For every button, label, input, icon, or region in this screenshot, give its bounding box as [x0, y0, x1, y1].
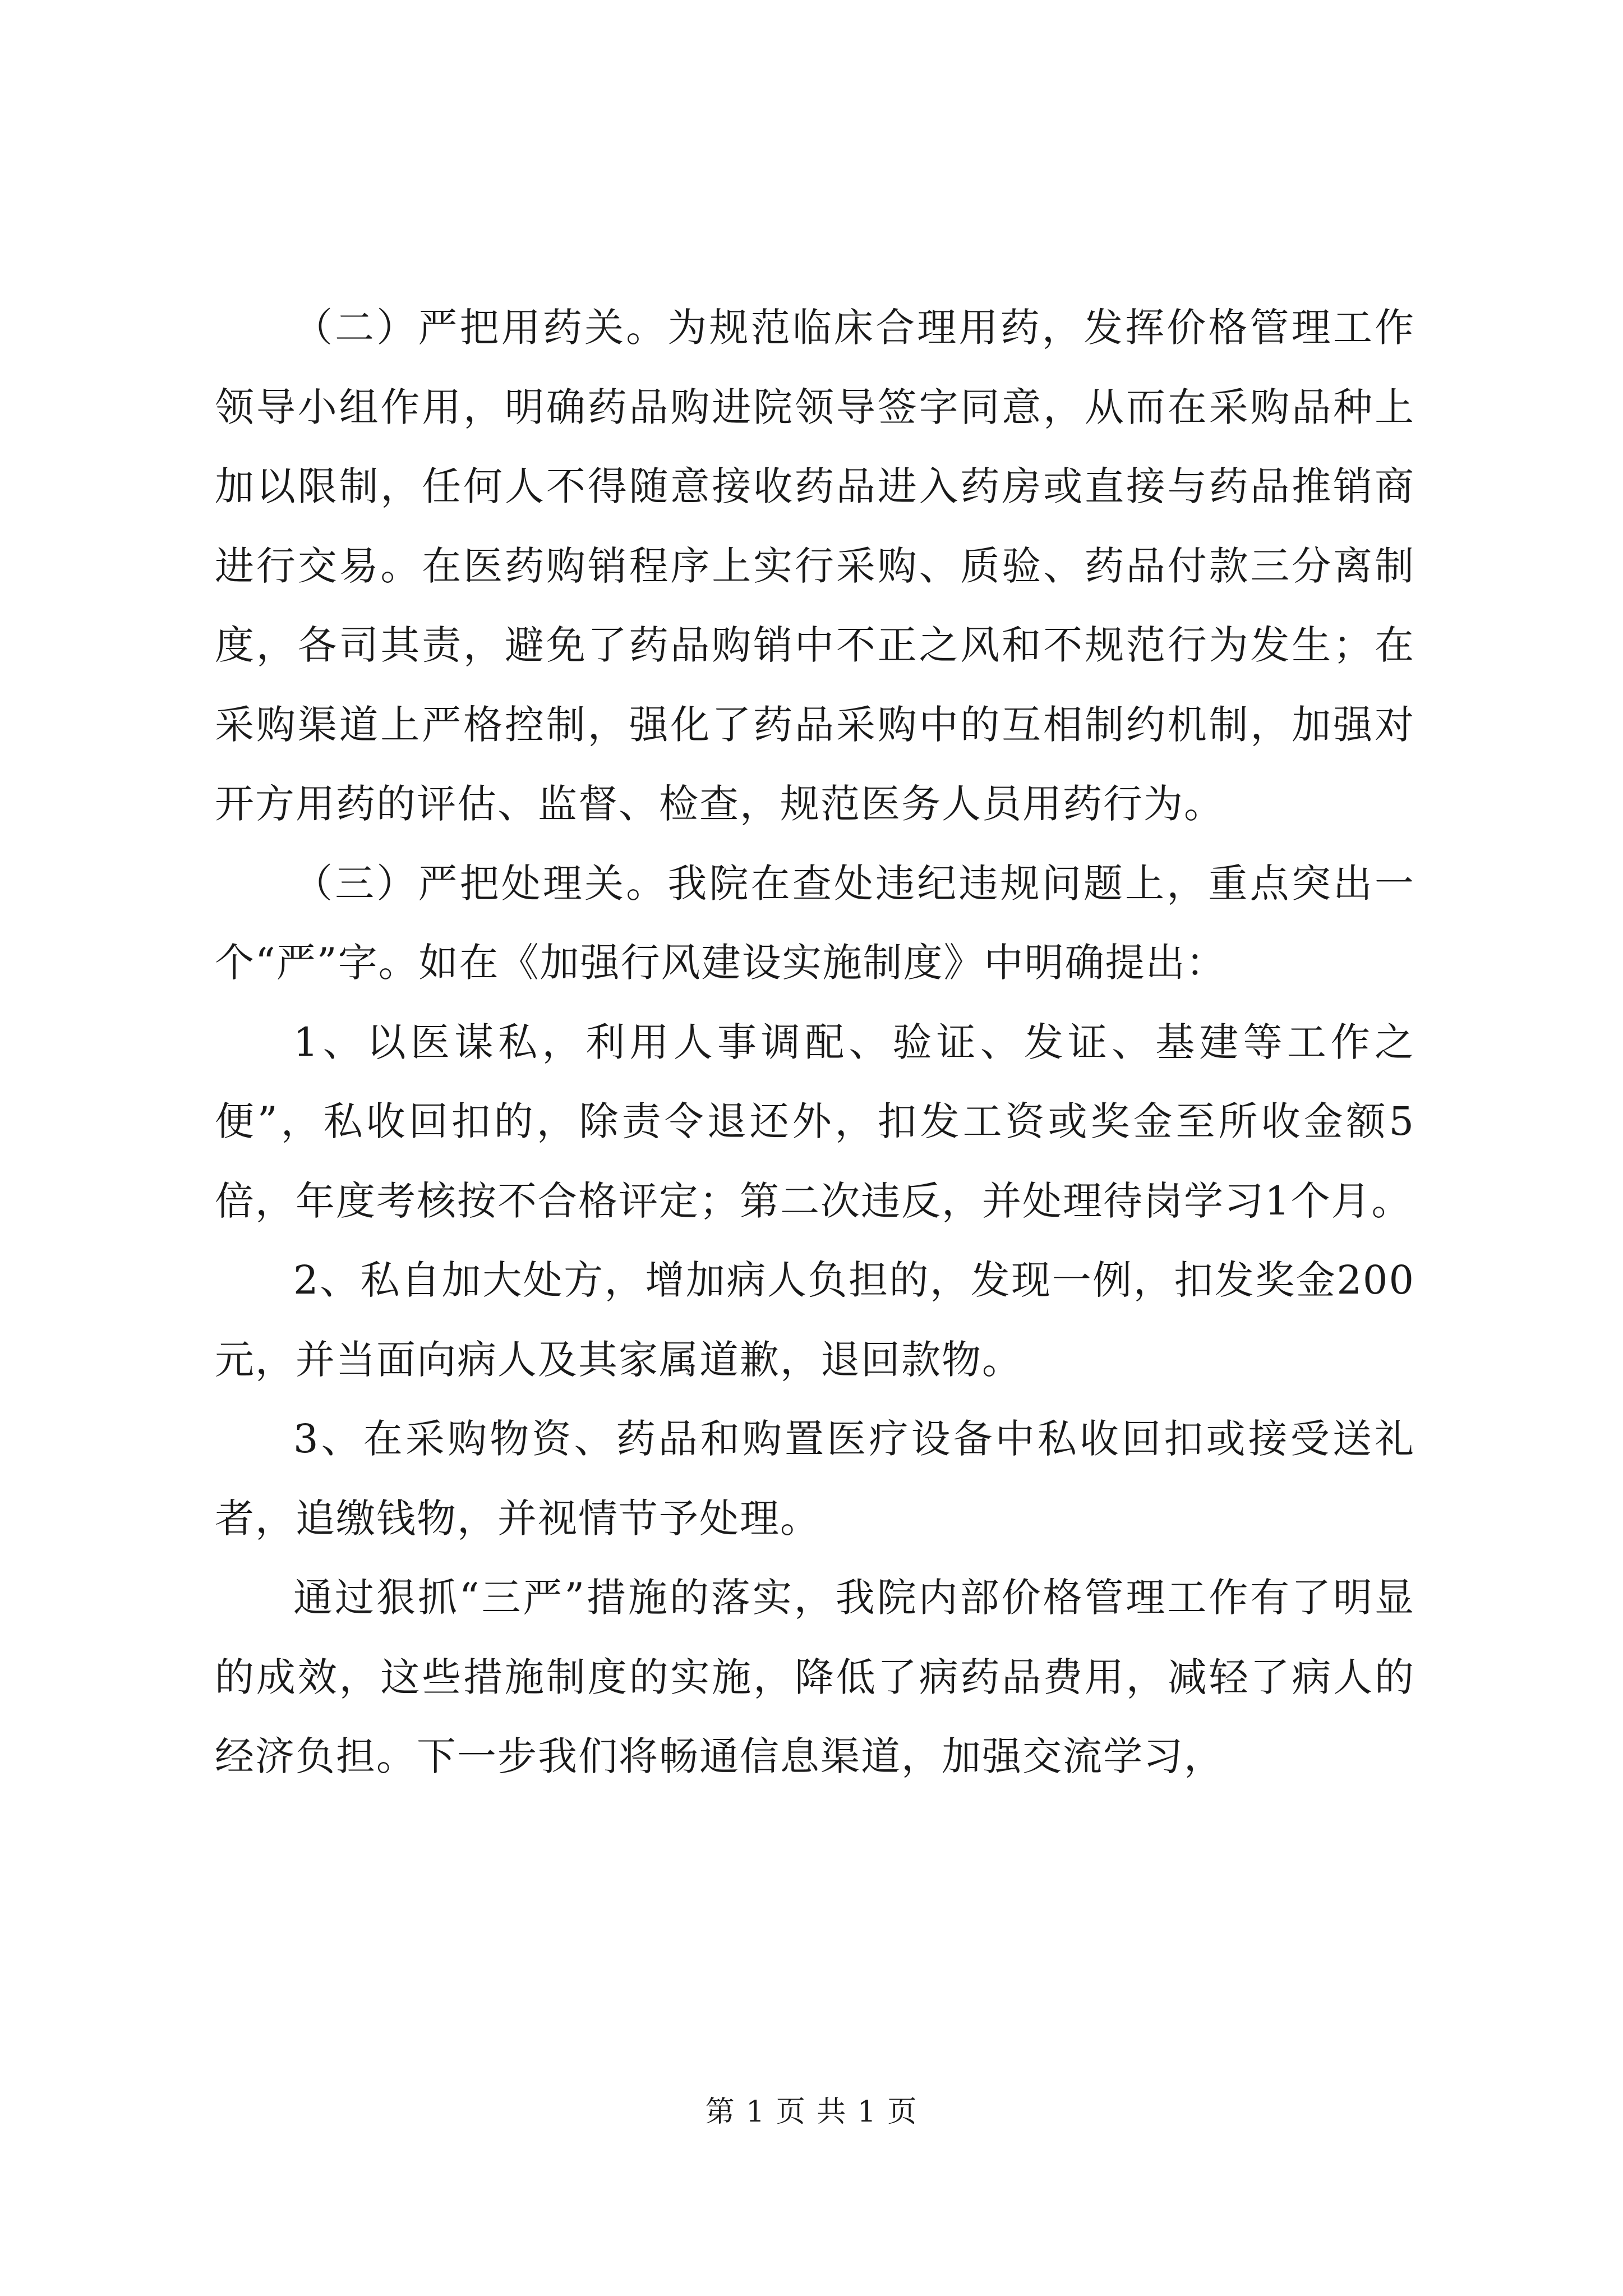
document-body — [215, 288, 1415, 1797]
paragraph-strict-medication: （二）严把用药关。为规范临床合理用药，发挥价格管理工作领导小组作用，明确药品购进院领导签字同意，从而在采购品种上加以限制，任何人不得随意接收药品进入药房或直接与药品推销商进行交易。在医药购销程序上实行采购、质验、药品付款三分离制度，各司其责，避免了药品购销中不正之风和不规范行为发生；在采购渠道上严格控制，强化了药品采购中的互相制约机制，加强对开方用药的评估、监督、检查，规范医务人员用药行为。 — [215, 305, 1415, 827]
paragraph-rule-3: 3、在采购物资、药品和购置医疗设备中私收回扣或接受送礼者，追缴钱物，并视情节予处理。 — [215, 1416, 1415, 1542]
paragraph-strict-handling: （三）严把处理关。我院在查处违纪违规问题上，重点突出一个“严”字。如在《加强行风建设实施制度》中明确提出： — [215, 860, 1415, 986]
page-number-footer: 第 1 页 共 1 页 — [705, 2095, 918, 2129]
paragraph-rule-2: 2、私自加大处方，增加病人负担的，发现一例，扣发奖金200元，并当面向病人及其家属道歉，退回款物。 — [215, 1257, 1415, 1383]
paragraph-rule-1: 1、以医谋私，利用人事调配、验证、发证、基建等工作之便”，私收回扣的，除责令退还外，扣发工资或奖金至所收金额5倍，年度考核按不合格评定；第二次违反，并处理待岗学习1个月。 — [215, 1019, 1415, 1224]
paragraph-conclusion: 通过狠抓“三严”措施的落实，我院内部价格管理工作有了明显的成效，这些措施制度的实施，降低了病药品费用，减轻了病人的经济负担。下一步我们将畅通信息渠道，加强交流学习， — [215, 1575, 1415, 1779]
